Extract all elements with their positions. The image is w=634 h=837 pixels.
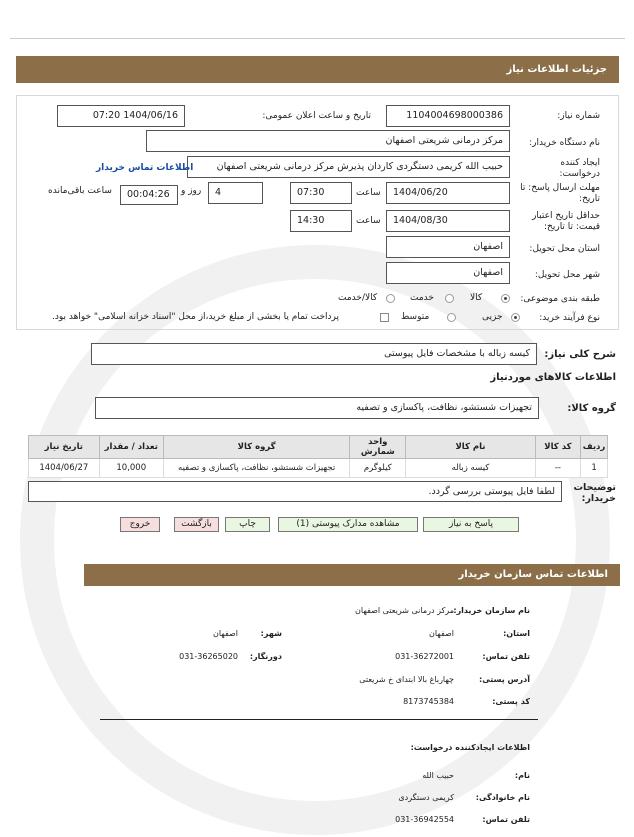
buyer-label: نام دستگاه خریدار:: [529, 138, 600, 148]
category-service-radio[interactable]: [445, 294, 454, 303]
days-label: روز و: [181, 186, 202, 196]
treasury-payment-note: پرداخت تمام یا بخشی از مبلغ خرید،از محل "اسناد خزانه اسلامی" خواهد بود.: [52, 312, 340, 322]
process-minor-label: جزیی: [482, 312, 503, 322]
summary-label: شرح کلی نیاز:: [544, 349, 616, 360]
province-label: استان محل تحویل:: [529, 244, 600, 254]
creator-section-title: اطلاعات ایجادکننده درخواست:: [410, 743, 530, 752]
cell-date: 1404/06/27: [29, 459, 100, 478]
cell-row: 1: [581, 459, 608, 478]
need-number-field: 1104004698000386: [386, 105, 510, 127]
contact-province-value: اصفهان: [428, 629, 454, 638]
deadline-time-field: 07:30: [290, 182, 352, 204]
summary-field: کیسه زباله با مشخصات فایل پیوستی: [91, 343, 537, 365]
validity-time-field: 14:30: [290, 210, 352, 232]
category-service-label: خدمت: [410, 293, 434, 303]
col-row: ردیف: [581, 436, 608, 459]
cell-qty: 10,000: [99, 459, 163, 478]
page-title: جزئیات اطلاعات نیاز: [16, 56, 619, 83]
cell-group: تجهیزات شستشو، نظافت، پاکسازی و تصفیه: [163, 459, 349, 478]
cell-code: --: [535, 459, 580, 478]
category-goods-radio[interactable]: [501, 294, 510, 303]
col-unit: واحد شمارش: [350, 436, 406, 459]
creator-first-name-value: حبیب الله: [422, 771, 454, 780]
process-medium-label: متوسط: [401, 312, 430, 322]
process-minor-radio[interactable]: [511, 313, 520, 322]
deadline-label: مهلت ارسال پاسخ: تا تاریخ:: [520, 183, 600, 204]
category-both-label: کالا/خدمت: [338, 293, 378, 303]
city-field: اصفهان: [386, 262, 510, 284]
announce-label: تاریخ و ساعت اعلان عمومی:: [262, 111, 371, 121]
remaining-time-field: 00:04:26: [120, 185, 178, 205]
contact-city-label: شهر:: [260, 629, 282, 638]
creator-phone-value: 031-36942554: [395, 815, 454, 824]
category-goods-label: کالا: [470, 293, 483, 303]
cell-unit: کیلوگرم: [350, 459, 406, 478]
print-button[interactable]: چاپ: [225, 517, 270, 532]
need-number-label: شماره نیاز:: [557, 111, 600, 121]
contact-address-label: آدرس پستی:: [479, 675, 530, 684]
top-divider: [10, 38, 625, 39]
notes-field: لطفا فایل پیوستی بررسی گردد.: [28, 481, 562, 502]
city-label: شهر محل تحویل:: [534, 270, 600, 280]
creator-first-name-label: نام:: [514, 771, 530, 780]
goods-group-field: تجهیزات شستشو، نظافت، پاکسازی و تصفیه: [95, 397, 539, 419]
goods-table: [28, 435, 608, 478]
announce-field: 1404/06/16 07:20: [57, 105, 185, 127]
creator-last-name-label: نام خانوادگی:: [475, 793, 530, 802]
contact-address-value: چهارباغ بالا ابتدای خ شریعتی: [359, 675, 454, 684]
category-label: طبقه بندی موضوعی:: [520, 294, 600, 304]
contact-org-label: نام سازمان خریدار:: [453, 606, 530, 615]
contact-postal-label: کد پستی:: [492, 697, 530, 706]
col-code: کد کالا: [535, 436, 580, 459]
exit-button[interactable]: خروج: [120, 517, 160, 532]
contact-section-title: اطلاعات تماس سازمان خریدار: [84, 564, 620, 586]
creator-label: ایجاد کننده درخواست:: [559, 158, 600, 179]
validity-time-label: ساعت: [356, 216, 381, 226]
goods-group-label: گروه کالا:: [567, 403, 616, 414]
contact-fax-label: دورنگار:: [249, 652, 282, 661]
deadline-time-label: ساعت: [356, 188, 381, 198]
process-medium-radio[interactable]: [447, 313, 456, 322]
attachments-button[interactable]: مشاهده مدارک پیوستی (1): [278, 517, 418, 532]
category-both-radio[interactable]: [386, 294, 395, 303]
reply-button[interactable]: پاسخ به نیاز: [423, 517, 519, 532]
contact-province-label: استان:: [503, 629, 530, 638]
contact-fax-value: 031-36265020: [179, 652, 238, 661]
validity-date-field: 1404/08/30: [386, 210, 510, 232]
validity-label: حداقل تاریخ اعتبار قیمت: تا تاریخ:: [532, 211, 600, 232]
creator-last-name-value: کریمی دستگردی: [398, 793, 454, 802]
days-field: 4: [208, 182, 263, 204]
deadline-date-field: 1404/06/20: [386, 182, 510, 204]
goods-table-header: [29, 436, 608, 459]
process-label: نوع فرآیند خرید:: [539, 313, 600, 323]
col-date: تاریخ نیاز: [29, 436, 100, 459]
contact-phone-value: 031-36272001: [395, 652, 454, 661]
remaining-label: ساعت باقی‌مانده: [48, 186, 112, 196]
buyer-contact-link[interactable]: اطلاعات تماس خریدار: [96, 163, 194, 173]
table-row: [29, 459, 608, 478]
goods-section-title: اطلاعات کالاهای موردنیاز: [490, 372, 616, 383]
contact-city-value: اصفهان: [212, 629, 238, 638]
back-button[interactable]: بازگشت: [174, 517, 219, 532]
notes-label: توضیحات خریدار:: [573, 482, 616, 504]
contact-org-value: مرکز درمانی شریعتی اصفهان: [355, 606, 454, 615]
col-name: نام کالا: [406, 436, 536, 459]
contact-phone-label: تلفن تماس:: [482, 652, 530, 661]
creator-field: حبیب الله کریمی دستگردی کاردان پذیرش مرکز درمانی شریعتی اصفهان: [187, 156, 510, 178]
cell-name: کیسه زباله: [406, 459, 536, 478]
contact-postal-value: 8173745384: [403, 697, 454, 706]
creator-phone-label: تلفن تماس:: [482, 815, 530, 824]
treasury-payment-checkbox[interactable]: [380, 313, 389, 322]
contact-divider: [100, 719, 538, 720]
col-qty: تعداد / مقدار: [99, 436, 163, 459]
province-field: اصفهان: [386, 236, 510, 258]
col-group: گروه کالا: [163, 436, 349, 459]
buyer-field: مرکز درمانی شریعتی اصفهان: [146, 130, 510, 152]
